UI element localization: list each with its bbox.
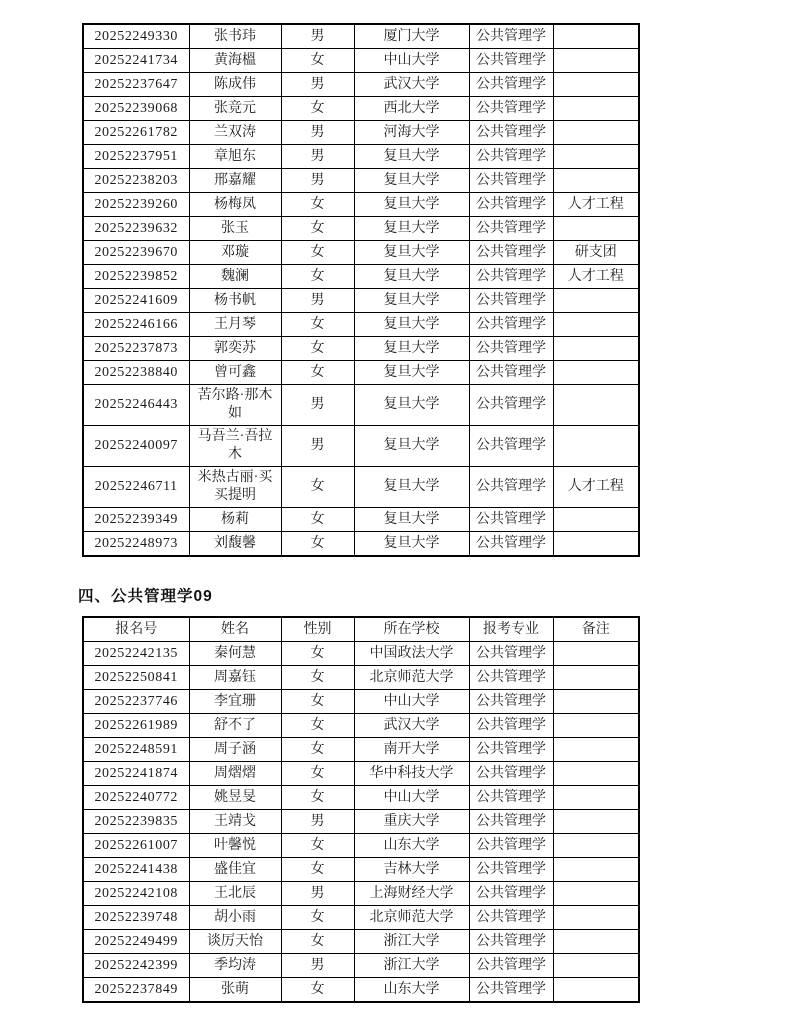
- cell-name: 张书玮: [189, 24, 281, 49]
- cell-gender: 男: [281, 882, 354, 906]
- cell-note: [553, 858, 639, 882]
- cell-school: 华中科技大学: [354, 762, 469, 786]
- cell-note: [553, 337, 639, 361]
- cell-gender: 女: [281, 906, 354, 930]
- column-header-major: 报考专业: [469, 617, 553, 642]
- cell-gender: 女: [281, 337, 354, 361]
- cell-note: [553, 978, 639, 1003]
- cell-note: [553, 810, 639, 834]
- cell-reg-no: 20252261989: [83, 714, 189, 738]
- table-row: [83, 241, 639, 265]
- table-row: [83, 169, 639, 193]
- cell-school: 武汉大学: [354, 714, 469, 738]
- cell-gender: 女: [281, 97, 354, 121]
- cell-major: 公共管理学: [469, 467, 553, 508]
- cell-reg-no: 20252246711: [83, 467, 189, 508]
- cell-gender: 女: [281, 666, 354, 690]
- applicant-table-section4: [82, 616, 640, 1003]
- table-row: [83, 762, 639, 786]
- cell-name: 王北辰: [189, 882, 281, 906]
- cell-major: 公共管理学: [469, 169, 553, 193]
- cell-gender: 男: [281, 145, 354, 169]
- cell-gender: 女: [281, 361, 354, 385]
- cell-note: [553, 217, 639, 241]
- cell-gender: 男: [281, 954, 354, 978]
- cell-school: 武汉大学: [354, 73, 469, 97]
- cell-gender: 女: [281, 265, 354, 289]
- cell-note: [553, 532, 639, 557]
- cell-major: 公共管理学: [469, 361, 553, 385]
- cell-note: [553, 714, 639, 738]
- cell-school: 复旦大学: [354, 385, 469, 426]
- table-row: [83, 97, 639, 121]
- cell-gender: 男: [281, 169, 354, 193]
- cell-reg-no: 20252241734: [83, 49, 189, 73]
- cell-name: 兰双涛: [189, 121, 281, 145]
- cell-note: [553, 97, 639, 121]
- cell-reg-no: 20252241609: [83, 289, 189, 313]
- cell-name: 张萌: [189, 978, 281, 1003]
- cell-major: 公共管理学: [469, 666, 553, 690]
- cell-name: 姚昱旻: [189, 786, 281, 810]
- cell-note: [553, 690, 639, 714]
- cell-gender: 男: [281, 24, 354, 49]
- column-header-reg-no: 报名号: [83, 617, 189, 642]
- cell-gender: 男: [281, 810, 354, 834]
- cell-reg-no: 20252237746: [83, 690, 189, 714]
- table-row: [83, 666, 639, 690]
- table-row: [83, 508, 639, 532]
- cell-note: [553, 24, 639, 49]
- cell-major: 公共管理学: [469, 642, 553, 666]
- cell-major: 公共管理学: [469, 738, 553, 762]
- cell-reg-no: 20252249330: [83, 24, 189, 49]
- cell-major: 公共管理学: [469, 385, 553, 426]
- cell-major: 公共管理学: [469, 193, 553, 217]
- cell-note: [553, 786, 639, 810]
- column-header-name: 姓名: [189, 617, 281, 642]
- cell-school: 北京师范大学: [354, 666, 469, 690]
- cell-major: 公共管理学: [469, 882, 553, 906]
- cell-gender: 男: [281, 426, 354, 467]
- cell-major: 公共管理学: [469, 313, 553, 337]
- cell-name: 马吾兰·吾拉木: [189, 426, 281, 467]
- cell-major: 公共管理学: [469, 786, 553, 810]
- cell-note: [553, 906, 639, 930]
- table-row: [83, 858, 639, 882]
- cell-major: 公共管理学: [469, 762, 553, 786]
- cell-major: 公共管理学: [469, 978, 553, 1003]
- cell-reg-no: 20252246166: [83, 313, 189, 337]
- cell-reg-no: 20252239068: [83, 97, 189, 121]
- cell-reg-no: 20252261782: [83, 121, 189, 145]
- cell-major: 公共管理学: [469, 426, 553, 467]
- cell-name: 周子涵: [189, 738, 281, 762]
- cell-reg-no: 20252241438: [83, 858, 189, 882]
- cell-school: 浙江大学: [354, 954, 469, 978]
- table-row: [83, 786, 639, 810]
- cell-major: 公共管理学: [469, 930, 553, 954]
- cell-major: 公共管理学: [469, 906, 553, 930]
- cell-major: 公共管理学: [469, 49, 553, 73]
- cell-reg-no: 20252239835: [83, 810, 189, 834]
- cell-gender: 男: [281, 121, 354, 145]
- table-body: [83, 24, 639, 556]
- cell-reg-no: 20252261007: [83, 834, 189, 858]
- table-row: [83, 738, 639, 762]
- cell-school: 南开大学: [354, 738, 469, 762]
- cell-school: 复旦大学: [354, 265, 469, 289]
- cell-name: 王月琴: [189, 313, 281, 337]
- cell-note: [553, 954, 639, 978]
- cell-gender: 女: [281, 714, 354, 738]
- cell-gender: 女: [281, 49, 354, 73]
- cell-name: 邢嘉耀: [189, 169, 281, 193]
- table-row: [83, 906, 639, 930]
- cell-reg-no: 20252237849: [83, 978, 189, 1003]
- cell-major: 公共管理学: [469, 810, 553, 834]
- cell-reg-no: 20252248973: [83, 532, 189, 557]
- cell-gender: 女: [281, 642, 354, 666]
- cell-gender: 女: [281, 241, 354, 265]
- cell-reg-no: 20252241874: [83, 762, 189, 786]
- cell-name: 张玉: [189, 217, 281, 241]
- cell-major: 公共管理学: [469, 241, 553, 265]
- cell-name: 曾可鑫: [189, 361, 281, 385]
- cell-major: 公共管理学: [469, 289, 553, 313]
- cell-note: [553, 289, 639, 313]
- cell-school: 复旦大学: [354, 169, 469, 193]
- cell-major: 公共管理学: [469, 508, 553, 532]
- cell-name: 苦尔路·那木如: [189, 385, 281, 426]
- cell-reg-no: 20252242135: [83, 642, 189, 666]
- cell-gender: 女: [281, 834, 354, 858]
- cell-school: 复旦大学: [354, 289, 469, 313]
- cell-gender: 女: [281, 978, 354, 1003]
- cell-note: 人才工程: [553, 265, 639, 289]
- table-row: [83, 289, 639, 313]
- cell-gender: 女: [281, 858, 354, 882]
- cell-note: [553, 642, 639, 666]
- cell-gender: 女: [281, 930, 354, 954]
- cell-school: 复旦大学: [354, 217, 469, 241]
- cell-reg-no: 20252239632: [83, 217, 189, 241]
- column-header-school: 所在学校: [354, 617, 469, 642]
- cell-name: 张竞元: [189, 97, 281, 121]
- cell-school: 中国政法大学: [354, 642, 469, 666]
- table-row: [83, 49, 639, 73]
- cell-major: 公共管理学: [469, 954, 553, 978]
- cell-major: 公共管理学: [469, 834, 553, 858]
- cell-gender: 女: [281, 690, 354, 714]
- cell-school: 复旦大学: [354, 508, 469, 532]
- cell-name: 黄海榲: [189, 49, 281, 73]
- table-row: [83, 882, 639, 906]
- table-row: [83, 265, 639, 289]
- cell-gender: 男: [281, 385, 354, 426]
- cell-name: 王靖戈: [189, 810, 281, 834]
- cell-note: [553, 385, 639, 426]
- cell-major: 公共管理学: [469, 337, 553, 361]
- table-row: [83, 834, 639, 858]
- cell-school: 复旦大学: [354, 193, 469, 217]
- cell-school: 复旦大学: [354, 337, 469, 361]
- table-row: [83, 467, 639, 508]
- cell-reg-no: 20252250841: [83, 666, 189, 690]
- cell-reg-no: 20252240097: [83, 426, 189, 467]
- cell-school: 山东大学: [354, 834, 469, 858]
- cell-note: 人才工程: [553, 193, 639, 217]
- cell-major: 公共管理学: [469, 217, 553, 241]
- header-row: [83, 617, 639, 642]
- cell-major: 公共管理学: [469, 532, 553, 557]
- cell-note: [553, 882, 639, 906]
- column-header-note: 备注: [553, 617, 639, 642]
- table-row: [83, 690, 639, 714]
- cell-name: 谈厉天怡: [189, 930, 281, 954]
- cell-gender: 女: [281, 193, 354, 217]
- cell-note: [553, 426, 639, 467]
- cell-name: 刘馥馨: [189, 532, 281, 557]
- cell-school: 厦门大学: [354, 24, 469, 49]
- cell-school: 吉林大学: [354, 858, 469, 882]
- cell-reg-no: 20252238840: [83, 361, 189, 385]
- cell-note: 研支团: [553, 241, 639, 265]
- cell-reg-no: 20252239260: [83, 193, 189, 217]
- cell-gender: 女: [281, 786, 354, 810]
- cell-school: 上海财经大学: [354, 882, 469, 906]
- cell-name: 章旭东: [189, 145, 281, 169]
- applicant-table-continued: [82, 23, 640, 557]
- cell-reg-no: 20252249499: [83, 930, 189, 954]
- cell-name: 秦何慧: [189, 642, 281, 666]
- cell-note: [553, 313, 639, 337]
- cell-name: 周嘉钰: [189, 666, 281, 690]
- column-header-gender: 性别: [281, 617, 354, 642]
- cell-major: 公共管理学: [469, 97, 553, 121]
- cell-name: 米热古丽·买买提明: [189, 467, 281, 508]
- cell-school: 中山大学: [354, 49, 469, 73]
- cell-school: 复旦大学: [354, 532, 469, 557]
- cell-name: 李宜珊: [189, 690, 281, 714]
- cell-major: 公共管理学: [469, 858, 553, 882]
- cell-school: 浙江大学: [354, 930, 469, 954]
- table-row: [83, 121, 639, 145]
- cell-note: [553, 121, 639, 145]
- cell-school: 复旦大学: [354, 313, 469, 337]
- cell-major: 公共管理学: [469, 690, 553, 714]
- cell-reg-no: 20252237647: [83, 73, 189, 97]
- cell-major: 公共管理学: [469, 24, 553, 49]
- cell-school: 重庆大学: [354, 810, 469, 834]
- cell-major: 公共管理学: [469, 265, 553, 289]
- cell-reg-no: 20252237873: [83, 337, 189, 361]
- cell-gender: 女: [281, 313, 354, 337]
- cell-note: [553, 930, 639, 954]
- cell-reg-no: 20252239670: [83, 241, 189, 265]
- table-row: [83, 978, 639, 1003]
- table-row: [83, 532, 639, 557]
- cell-name: 邓璇: [189, 241, 281, 265]
- table-row: [83, 73, 639, 97]
- cell-name: 郭奕苏: [189, 337, 281, 361]
- cell-name: 盛佳宜: [189, 858, 281, 882]
- cell-gender: 女: [281, 532, 354, 557]
- table-row: [83, 337, 639, 361]
- cell-name: 舒不了: [189, 714, 281, 738]
- cell-name: 陈成伟: [189, 73, 281, 97]
- cell-name: 杨莉: [189, 508, 281, 532]
- table-row: [83, 313, 639, 337]
- cell-name: 周熠熠: [189, 762, 281, 786]
- cell-gender: 女: [281, 762, 354, 786]
- cell-reg-no: 20252239748: [83, 906, 189, 930]
- cell-name: 季均涛: [189, 954, 281, 978]
- section-heading: 四、公共管理学09: [78, 588, 213, 605]
- cell-note: [553, 49, 639, 73]
- table-row: [83, 954, 639, 978]
- cell-note: [553, 762, 639, 786]
- cell-reg-no: 20252242108: [83, 882, 189, 906]
- cell-major: 公共管理学: [469, 714, 553, 738]
- cell-gender: 女: [281, 217, 354, 241]
- table-row: [83, 714, 639, 738]
- cell-gender: 女: [281, 467, 354, 508]
- cell-major: 公共管理学: [469, 145, 553, 169]
- cell-note: 人才工程: [553, 467, 639, 508]
- cell-school: 河海大学: [354, 121, 469, 145]
- cell-school: 复旦大学: [354, 241, 469, 265]
- cell-school: 北京师范大学: [354, 906, 469, 930]
- cell-school: 复旦大学: [354, 467, 469, 508]
- cell-name: 魏澜: [189, 265, 281, 289]
- cell-reg-no: 20252242399: [83, 954, 189, 978]
- cell-note: [553, 508, 639, 532]
- cell-school: 西北大学: [354, 97, 469, 121]
- table-row: [83, 145, 639, 169]
- cell-note: [553, 73, 639, 97]
- cell-school: 中山大学: [354, 786, 469, 810]
- cell-major: 公共管理学: [469, 73, 553, 97]
- table-row: [83, 930, 639, 954]
- cell-gender: 女: [281, 508, 354, 532]
- cell-name: 杨书帆: [189, 289, 281, 313]
- cell-note: [553, 834, 639, 858]
- cell-note: [553, 361, 639, 385]
- table-body: [83, 642, 639, 1003]
- table-row: [83, 24, 639, 49]
- cell-reg-no: 20252240772: [83, 786, 189, 810]
- cell-reg-no: 20252238203: [83, 169, 189, 193]
- cell-school: 中山大学: [354, 690, 469, 714]
- table-row: [83, 810, 639, 834]
- table-row: [83, 642, 639, 666]
- cell-reg-no: 20252239852: [83, 265, 189, 289]
- cell-gender: 男: [281, 73, 354, 97]
- cell-school: 山东大学: [354, 978, 469, 1003]
- cell-note: [553, 169, 639, 193]
- cell-note: [553, 666, 639, 690]
- table-row: [83, 193, 639, 217]
- table-row: [83, 217, 639, 241]
- table-row: [83, 385, 639, 426]
- cell-name: 胡小雨: [189, 906, 281, 930]
- cell-reg-no: 20252248591: [83, 738, 189, 762]
- table-row: [83, 426, 639, 467]
- cell-school: 复旦大学: [354, 426, 469, 467]
- cell-gender: 男: [281, 289, 354, 313]
- cell-note: [553, 738, 639, 762]
- cell-reg-no: 20252246443: [83, 385, 189, 426]
- table-row: [83, 361, 639, 385]
- cell-school: 复旦大学: [354, 145, 469, 169]
- cell-name: 叶馨悦: [189, 834, 281, 858]
- cell-gender: 女: [281, 738, 354, 762]
- cell-school: 复旦大学: [354, 361, 469, 385]
- cell-name: 杨梅凤: [189, 193, 281, 217]
- cell-reg-no: 20252239349: [83, 508, 189, 532]
- cell-note: [553, 145, 639, 169]
- cell-major: 公共管理学: [469, 121, 553, 145]
- cell-reg-no: 20252237951: [83, 145, 189, 169]
